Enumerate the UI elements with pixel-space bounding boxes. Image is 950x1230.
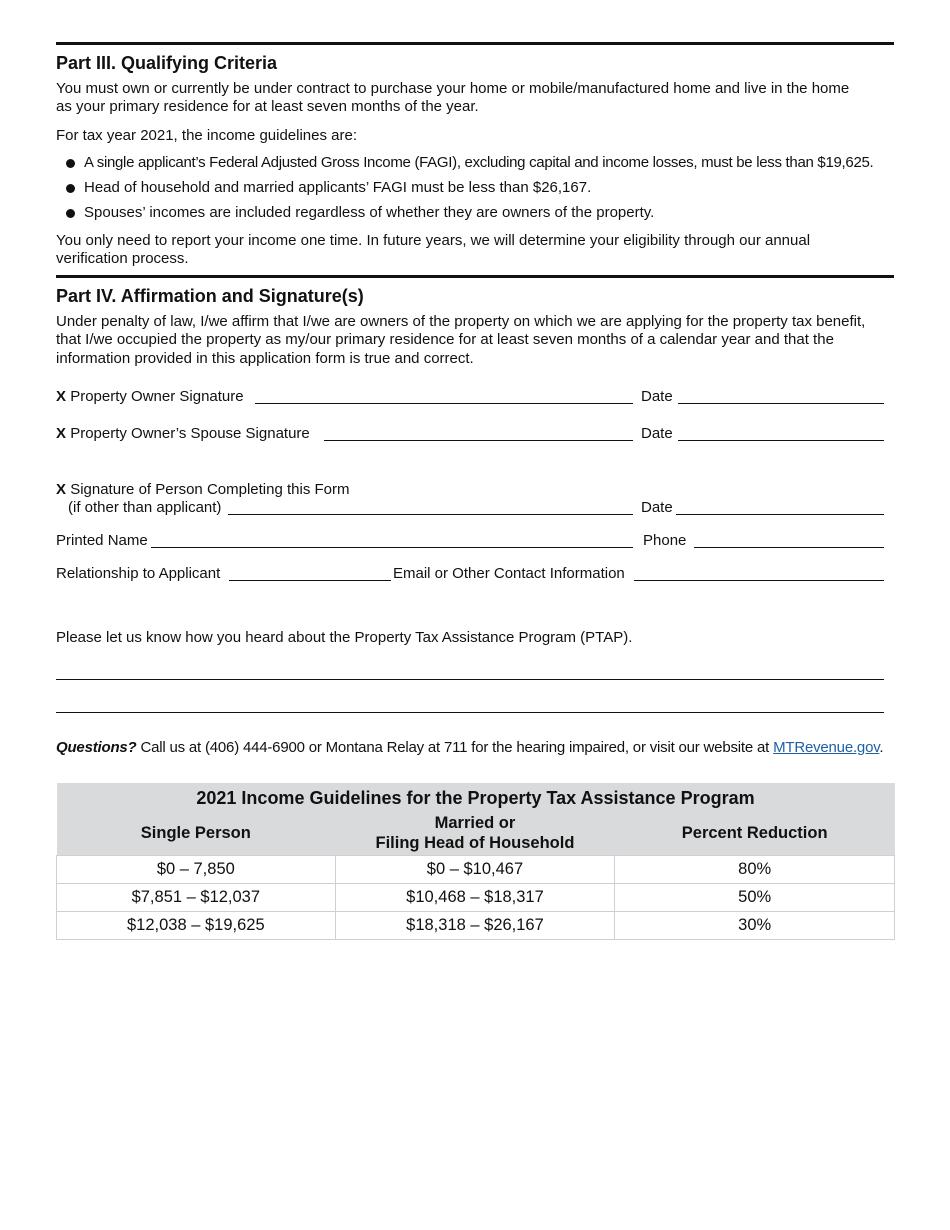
cell-single: $7,851 – $12,037 — [57, 883, 336, 911]
completer-signature-field[interactable] — [228, 514, 633, 515]
printed-name-label: Printed Name — [56, 532, 148, 549]
cell-married: $10,468 – $18,317 — [335, 883, 615, 911]
penalty-line1: Under penalty of law, I/we affirm that I/we are owners of the property on which we are applying for the property tax benefit, — [56, 313, 866, 330]
owner-date-label: Date — [641, 388, 673, 405]
questions-line — [56, 739, 883, 756]
owner-signature-field[interactable] — [255, 403, 633, 404]
completer-signature-note: (if other than applicant) — [68, 499, 222, 516]
table-row — [57, 855, 895, 883]
heard-about-field-1[interactable] — [56, 679, 884, 680]
bullet-icon — [66, 184, 75, 193]
questions-lead: Questions? — [56, 739, 137, 756]
cell-reduction: 80% — [615, 855, 895, 883]
report-line1: You only need to report your income one time. In future years, we will determine your eligibility through our annual — [56, 232, 811, 249]
bullet-item: Spouses’ incomes are included regardless of whether they are owners of the property. — [84, 204, 655, 221]
completer-date-field[interactable] — [676, 514, 884, 515]
owner-date-field[interactable] — [678, 403, 884, 404]
col-married-line1: Married or — [434, 813, 516, 832]
heard-about-prompt: Please let us know how you heard about the Property Tax Assistance Program (PTAP). — [56, 629, 633, 646]
bullet-icon — [66, 159, 75, 168]
cell-married: $0 – $10,467 — [335, 855, 615, 883]
x-mark: X — [56, 388, 67, 405]
relationship-label: Relationship to Applicant — [56, 565, 221, 582]
phone-field[interactable] — [694, 547, 884, 548]
completer-date-label: Date — [641, 499, 673, 516]
table-caption: 2021 Income Guidelines for the Property Tax Assistance Program — [57, 783, 895, 811]
relationship-field[interactable] — [229, 580, 391, 581]
spouse-signature-field[interactable] — [324, 440, 633, 441]
col-married-hoh — [335, 811, 615, 855]
part3-heading: Part III. Qualifying Criteria — [56, 53, 278, 73]
penalty-line2: that I/we occupied the property as my/our primary residence for at least seven months of a calendar year and that the — [56, 331, 834, 348]
cell-single: $12,038 – $19,625 — [57, 911, 336, 939]
email-label: Email or Other Contact Information — [393, 565, 625, 582]
col-single-person: Single Person — [57, 811, 336, 855]
spouse-signature-text: Property Owner’s Spouse Signature — [70, 425, 310, 442]
owner-signature-label — [56, 388, 244, 405]
spouse-date-label: Date — [641, 425, 673, 442]
completer-signature-label — [56, 481, 349, 498]
income-guidelines-table — [56, 783, 895, 940]
cell-reduction: 50% — [615, 883, 895, 911]
x-mark: X — [56, 425, 67, 442]
penalty-line3: information provided in this application form is true and correct. — [56, 350, 474, 367]
table-row — [57, 883, 895, 911]
heard-about-field-2[interactable] — [56, 712, 884, 713]
bullet-item: Head of household and married applicants’ FAGI must be less than $26,167. — [84, 179, 592, 196]
phone-label: Phone — [643, 532, 687, 549]
website-link[interactable]: MTRevenue.gov — [773, 739, 880, 756]
section-divider-top — [56, 42, 894, 45]
email-field[interactable] — [634, 580, 884, 581]
col-percent-reduction: Percent Reduction — [615, 811, 895, 855]
spouse-signature-label — [56, 425, 310, 442]
cell-reduction: 30% — [615, 911, 895, 939]
bullet-icon — [66, 209, 75, 218]
cell-married: $18,318 – $26,167 — [335, 911, 615, 939]
x-mark: X — [56, 481, 67, 498]
table-row — [57, 911, 895, 939]
part3-intro-line2: as your primary residence for at least seven months of the year. — [56, 98, 479, 115]
cell-single: $0 – 7,850 — [57, 855, 336, 883]
part4-heading: Part IV. Affirmation and Signature(s) — [56, 286, 364, 306]
printed-name-field[interactable] — [151, 547, 633, 548]
owner-signature-text: Property Owner Signature — [70, 388, 244, 405]
part3-intro-line1: You must own or currently be under contract to purchase your home or mobile/manufactured home and live in the home — [56, 80, 850, 97]
report-line2: verification process. — [56, 250, 189, 267]
guidelines-intro: For tax year 2021, the income guidelines are: — [56, 127, 358, 144]
section-divider — [56, 275, 894, 278]
spouse-date-field[interactable] — [678, 440, 884, 441]
bullet-item: A single applicant’s Federal Adjusted Gross Income (FAGI), excluding capital and income losses, must be less than $19,625. — [84, 154, 874, 171]
questions-text: Call us at (406) 444-6900 or Montana Relay at 711 for the hearing impaired, or visit our website at — [136, 739, 774, 756]
col-married-line2: Filing Head of Household — [375, 833, 575, 852]
questions-trail: . — [879, 739, 884, 756]
completer-signature-text: Signature of Person Completing this Form — [70, 481, 350, 498]
